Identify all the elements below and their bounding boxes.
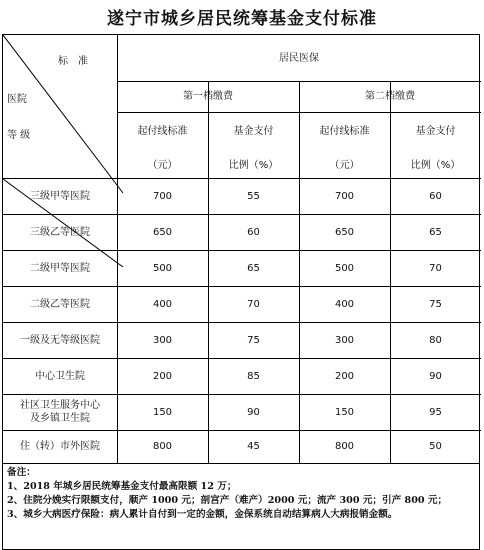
- tier2-ratio-cell: 65: [429, 226, 442, 238]
- tier1-header: 第一档缴费: [183, 91, 233, 102]
- tier2-ratio-cell: 80: [429, 334, 442, 346]
- hospital-level-cell: 二级乙等医院: [30, 298, 90, 310]
- tier1-ratio-cell: 45: [247, 441, 260, 452]
- tier2-threshold-cell: 800: [334, 441, 355, 452]
- tier2-header: 第二档缴费: [365, 91, 415, 102]
- tier1-ratio-cell: 70: [247, 298, 260, 310]
- tier1-threshold-cell: 650: [152, 226, 173, 238]
- note-line-3: 3、城乡大病医疗保险：病人累计自付到一定的金额，金保系统自动结算病人大病报销金额。: [7, 509, 398, 520]
- tier2-ratio-cell: 50: [429, 441, 442, 452]
- tier2-ratio-cell: 90: [429, 370, 442, 382]
- tier2-threshold-cell: 700: [334, 190, 355, 202]
- hospital-level-cell: [3, 394, 117, 430]
- tier1-threshold-cell: 500: [152, 262, 173, 274]
- tier1-ratio-cell: 85: [247, 370, 260, 382]
- tier2-threshold-header: 起付线标准: [319, 125, 370, 137]
- tier1-ratio-cell: 75: [247, 334, 260, 346]
- tier1-threshold-cell: 150: [152, 406, 173, 418]
- tier1-threshold-cell: 200: [152, 370, 173, 382]
- tier1-ratio-cell: 65: [247, 262, 260, 274]
- tier1-ratio-cell: 90: [247, 406, 260, 418]
- tier2-threshold-unit: （元）: [329, 159, 360, 171]
- hospital-level-cell: 住（转）市外医院: [20, 441, 100, 452]
- note-line-1: 1、2018 年城乡居民统筹基金支付最高限额 12 万；: [7, 481, 237, 492]
- corner-label-level: 等 级: [7, 129, 31, 141]
- tier1-threshold-cell: 300: [152, 334, 173, 346]
- tier2-threshold-cell: 300: [334, 334, 355, 346]
- insurance-type-header: 居民医保: [279, 52, 319, 64]
- tier1-threshold-cell: 700: [152, 190, 173, 202]
- hospital-level-cell: 一级及无等级医院: [20, 334, 100, 346]
- tier1-ratio-cell: 60: [247, 226, 260, 238]
- tier1-threshold-cell: 800: [152, 441, 173, 452]
- corner-label-standard: 标 准: [58, 55, 88, 67]
- hospital-level-cell: 二级甲等医院: [30, 262, 90, 274]
- notes-heading: 备注：: [7, 467, 36, 478]
- tier2-ratio-cell: 95: [429, 406, 442, 418]
- page-title: 遂宁市城乡居民统筹基金支付标准: [107, 8, 377, 29]
- tier1-threshold-header: 起付线标准: [137, 125, 188, 137]
- tier1-ratio-cell: 55: [247, 190, 260, 202]
- hospital-level-line2: 及乡镇卫生院: [30, 413, 90, 424]
- tier2-threshold-cell: 650: [334, 226, 355, 238]
- note-line-2: 2、住院分娩实行限额支付，顺产 1000 元；剖宫产（难产）2000 元；流产 300 元；引产 800 元；: [7, 495, 448, 506]
- tier2-threshold-cell: 150: [334, 406, 355, 418]
- hospital-level-line1: 社区卫生服务中心: [20, 400, 100, 411]
- tier2-fund-unit: 比例（%）: [410, 159, 461, 171]
- hospital-level-cell: 三级甲等医院: [30, 190, 90, 202]
- tier1-threshold-cell: 400: [152, 298, 173, 310]
- tier1-threshold-unit: （元）: [147, 159, 178, 171]
- hospital-level-cell: 三级乙等医院: [30, 226, 90, 238]
- corner-label-hospital: 医院: [7, 93, 27, 105]
- tier1-fund-unit: 比例（%）: [228, 159, 279, 171]
- notes-section: [2, 464, 480, 550]
- hospital-level-cell: 中心卫生院: [35, 370, 85, 382]
- tier2-threshold-cell: 500: [334, 262, 355, 274]
- tier2-threshold-cell: 400: [334, 298, 355, 310]
- tier2-ratio-cell: 60: [429, 190, 442, 202]
- tier1-fund-header: 基金支付: [233, 125, 274, 137]
- tier2-threshold-cell: 200: [334, 370, 355, 382]
- payment-standard-table: [2, 34, 480, 464]
- tier2-ratio-cell: 75: [429, 298, 442, 310]
- tier2-fund-header: 基金支付: [415, 125, 456, 137]
- tier2-ratio-cell: 70: [429, 262, 442, 274]
